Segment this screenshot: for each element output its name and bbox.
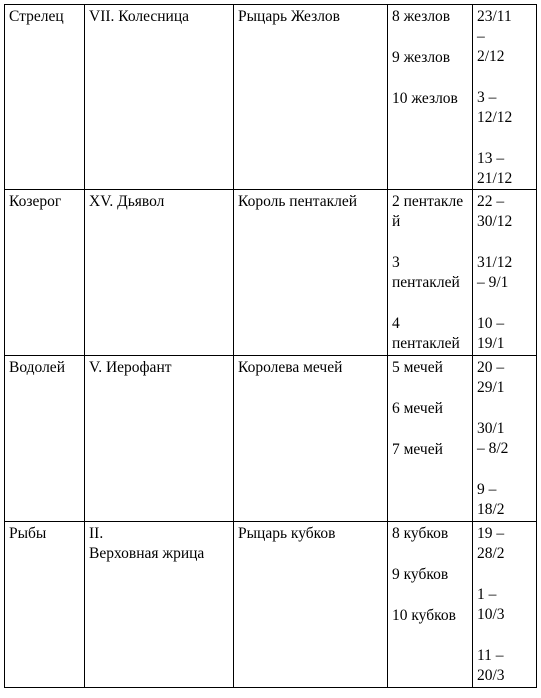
table-row: [5, 190, 537, 356]
date-line: 29/1: [477, 379, 505, 396]
minor-card: пентаклей: [392, 335, 460, 352]
tarot-zodiac-table: [4, 4, 537, 688]
table-row: [5, 356, 537, 522]
date-line: 23/11: [477, 8, 512, 25]
date-line: 20/3: [477, 667, 505, 684]
date-line: 19 –: [477, 525, 505, 542]
date-line: 28/2: [477, 545, 505, 562]
court-card: Рыцарь кубков: [238, 525, 336, 542]
minor-card: 5 мечей: [392, 359, 443, 376]
date-line: 12/12: [477, 109, 513, 126]
date-line: 11 –: [477, 647, 504, 664]
court-card-cell: [234, 5, 388, 190]
date-line: 30/1: [477, 420, 505, 437]
date-line: 3 –: [477, 89, 497, 106]
court-card-cell: [234, 522, 388, 688]
date-line: 18/2: [477, 501, 505, 518]
date-range-cell: [473, 5, 537, 190]
major-arcana-line: XV. Дьявол: [89, 193, 165, 210]
zodiac-sign: Козерог: [9, 193, 62, 210]
minor-card: 10 жезлов: [392, 90, 458, 107]
zodiac-sign: Стрелец: [9, 8, 64, 25]
table-row: [5, 5, 537, 190]
minor-arcana-cell: [388, 5, 473, 190]
court-card-cell: [234, 190, 388, 356]
major-arcana-cell: [85, 522, 234, 688]
minor-card: 6 мечей: [392, 400, 443, 417]
minor-arcana-cell: [388, 522, 473, 688]
date-line: – 8/2: [477, 440, 509, 457]
minor-card: 7 мечей: [392, 441, 443, 458]
date-line: 13 –: [477, 150, 505, 167]
date-range-cell: [473, 356, 537, 522]
minor-card: 3: [392, 254, 400, 271]
date-line: 31/12: [477, 254, 513, 271]
date-line: 30/12: [477, 213, 513, 230]
date-line: 2/12: [477, 48, 505, 65]
major-arcana-cell: [85, 190, 234, 356]
major-arcana-cell: [85, 5, 234, 190]
date-line: 1 –: [477, 586, 497, 603]
minor-card: 9 жезлов: [392, 49, 451, 66]
date-line: –: [477, 28, 485, 45]
minor-card: 4: [392, 315, 400, 332]
major-arcana-line: VII. Колесница: [89, 8, 190, 25]
date-range-cell: [473, 190, 537, 356]
minor-card: пентаклей: [392, 274, 460, 291]
minor-card: й: [392, 213, 401, 230]
zodiac-sign-cell: [5, 356, 85, 522]
date-line: 10/3: [477, 606, 505, 623]
court-card: Королева мечей: [238, 359, 343, 376]
date-line: – 9/1: [477, 274, 509, 291]
court-card-cell: [234, 356, 388, 522]
minor-card: 10 кубков: [392, 607, 456, 624]
zodiac-sign: Рыбы: [9, 525, 47, 542]
minor-card: 2 пентакле: [392, 193, 464, 210]
zodiac-sign-cell: [5, 522, 85, 688]
minor-card: 9 кубков: [392, 566, 449, 583]
date-line: 9 –: [477, 481, 497, 498]
zodiac-sign-cell: [5, 190, 85, 356]
zodiac-sign-cell: [5, 5, 85, 190]
major-arcana-cell: [85, 356, 234, 522]
court-card: Рыцарь Жезлов: [238, 8, 340, 25]
date-line: 19/1: [477, 335, 505, 352]
date-line: 21/12: [477, 170, 513, 187]
date-line: 10 –: [477, 315, 505, 332]
minor-card: 8 кубков: [392, 525, 449, 542]
major-arcana-line: V. Иерофант: [89, 359, 172, 376]
major-arcana-line: II.: [89, 525, 104, 542]
minor-arcana-cell: [388, 356, 473, 522]
date-line: 20 –: [477, 359, 505, 376]
minor-card: 8 жезлов: [392, 8, 451, 25]
minor-arcana-cell: [388, 190, 473, 356]
zodiac-sign: Водолей: [9, 359, 65, 376]
court-card: Король пентаклей: [238, 193, 358, 210]
date-range-cell: [473, 522, 537, 688]
major-arcana-line: Верховная жрица: [89, 545, 205, 562]
date-line: 22 –: [477, 193, 505, 210]
table-row: [5, 522, 537, 688]
